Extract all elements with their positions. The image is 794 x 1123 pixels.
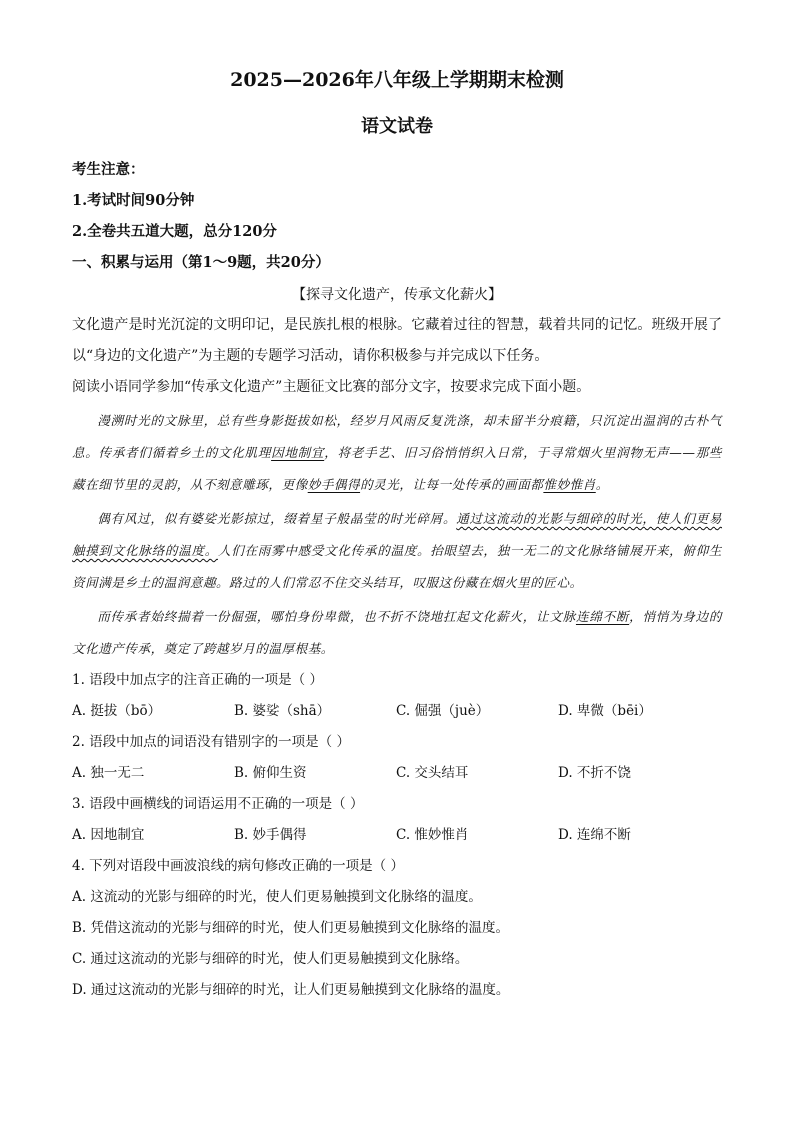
question-2 [72, 727, 722, 789]
question-stem: 4. 下列对语段中画波浪线的病句修改正确的一项是（ ） [72, 858, 404, 874]
option-b[interactable]: B. 婆娑（shā） [234, 703, 331, 719]
note-item: 1.考试时间90分钟 [72, 192, 195, 209]
underlined-phrase: 连绵不断 [575, 609, 630, 624]
exam-page [72, 66, 722, 1006]
passage-text: 偶有风过，似有婆娑光影掠过，缀着星子般晶莹的时光碎屑。 [97, 511, 457, 526]
passage-text: ，悄悄为身边的文化遗产传承，奠定了跨越岁月的温厚根基。 [72, 609, 723, 656]
passage-paragraph-2 [72, 503, 722, 599]
section-theme: 【探寻文化遗产，传承文化薪火】 [292, 287, 502, 303]
option-a[interactable]: A. 挺拔（bō） [72, 703, 162, 719]
section-intro: 文化遗产是时光沉淀的文明印记，是民族扎根的根脉。它藏着过往的智慧，载着共同的记忆。班级开展了以“身边的文化遗产”为主题的专题学习活动，请你积极参与并完成以下任务。 [72, 317, 722, 364]
option-c[interactable]: C. 倔强（juè） [396, 703, 490, 719]
passage-paragraph-1 [72, 405, 722, 501]
note-item: 2.全卷共五道大题，总分120分 [72, 223, 277, 240]
option-d[interactable]: D. 通过这流动的光影与细碎的时光，让人们更易触摸到文化脉络的温度。 [72, 982, 510, 998]
question-stem: 1. 语段中加点字的注音正确的一项是（ ） [72, 672, 323, 688]
notes-block [72, 154, 722, 247]
underlined-phrase: 惟妙惟肖 [543, 477, 596, 492]
options-row [72, 696, 722, 727]
exam-title: 2025—2026年八年级上学期期末检测 [230, 69, 564, 91]
passage-text: ，将老手艺、旧习俗悄悄织入日常，于寻常烟火里润物无声——那些藏在细节里的灵韵，从不刻意雕琢，更像 [72, 445, 723, 492]
option-a[interactable]: A. 这流动的光影与细碎的时光，使人们更易触摸到文化脉络的温度。 [72, 889, 482, 905]
passage-paragraph-3 [72, 601, 722, 665]
question-stem: 3. 语段中画横线的词语运用不正确的一项是（ ） [72, 796, 364, 812]
section-heading: 一、积累与运用（第1～9题，共20分） [72, 254, 330, 271]
notes-heading: 考生注意： [72, 161, 145, 178]
underlined-phrase: 妙手偶得 [307, 477, 361, 492]
wavy-underlined-sentence: 通过这流动的光影与细碎的时光，使人们更易触摸到文化脉络的温度。 [72, 511, 723, 558]
option-b[interactable]: B. 凭借这流动的光影与细碎的时光，使人们更易触摸到文化脉络的温度。 [72, 920, 510, 936]
option-c[interactable]: C. 通过这流动的光影与细碎的时光，使人们更易触摸到文化脉络。 [72, 951, 469, 967]
underlined-phrase: 因地制宜 [271, 445, 325, 460]
question-1 [72, 665, 722, 727]
option-c[interactable]: C. 惟妙惟肖 [396, 827, 469, 843]
section-instruction: 阅读小语同学参加“传承文化遗产”主题征文比赛的部分文字，按要求完成下面小题。 [72, 379, 591, 395]
passage-text: 。 [595, 477, 609, 492]
option-d[interactable]: D. 卑微（bēi） [558, 703, 652, 719]
passage-text: 人们在雨雾中感受文化传承的温度。抬眼望去，独一无二的文化脉络铺展开来，俯仰生资间满是乡土的温润意趣。路过的人们常忍不住交头结耳，叹服这份藏在烟火里的匠心。 [72, 543, 723, 590]
option-b[interactable]: B. 妙手偶得 [234, 827, 307, 843]
question-3 [72, 789, 722, 851]
option-c[interactable]: C. 交头结耳 [396, 765, 469, 781]
option-a[interactable]: A. 独一无二 [72, 765, 145, 781]
option-d[interactable]: D. 连绵不断 [558, 827, 631, 843]
options-row [72, 820, 722, 851]
option-a[interactable]: A. 因地制宜 [72, 827, 145, 843]
question-stem: 2. 语段中加点的词语没有错别字的一项是（ ） [72, 734, 350, 750]
exam-subtitle: 语文试卷 [361, 116, 433, 137]
passage-text: 漫溯时光的文脉里，总有些身影挺拔如松，经岁月风雨反复洗涤，却未留半分痕籍，只沉淀出温润的古朴气息。传承者们循着乡土的文化肌理 [72, 413, 722, 460]
option-b[interactable]: B. 俯仰生资 [234, 765, 307, 781]
question-4 [72, 851, 722, 1006]
option-d[interactable]: D. 不折不饶 [558, 765, 631, 781]
options-row [72, 758, 722, 789]
passage-text: 的灵光，让每一处传承的画面都 [360, 477, 544, 492]
passage-text: 而传承者始终揣着一份倔强，哪怕身份卑微，也不折不饶地扛起文化薪火，让文脉 [97, 609, 576, 624]
